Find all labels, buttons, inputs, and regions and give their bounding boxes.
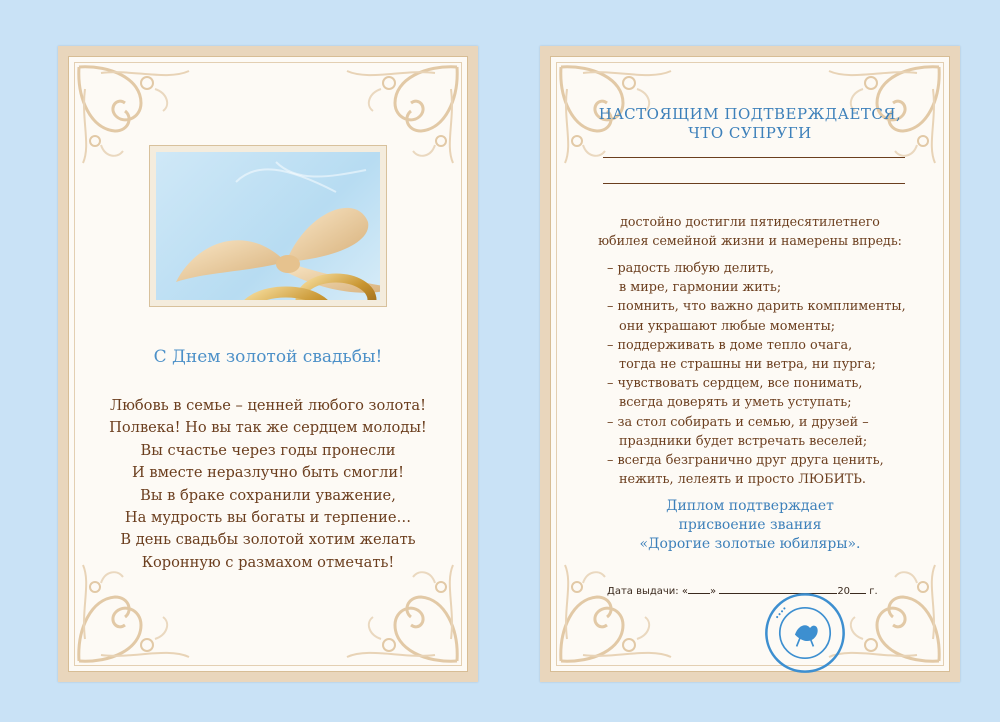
page-frame [550, 56, 950, 672]
poem-line: Вы счастье через годы пронесли [140, 441, 396, 459]
promise-line: – чувствовать сердцем, все понимать, [607, 376, 863, 392]
wedding-rings-picture [149, 145, 387, 307]
corner-ornament [71, 559, 201, 669]
promise-line: в мире, гармонии жить; [619, 280, 782, 296]
promise-line: – всегда безгранично друг друга ценить, [607, 453, 884, 469]
seal-stamp [763, 591, 847, 675]
year-prefix: 20 [837, 586, 851, 597]
promise-line: – помнить, что важно дарить комплименты, [607, 299, 906, 315]
issue-date-label: Дата выдачи: [607, 586, 679, 597]
confirmation-line: «Дорогие золотые юбиляры». [639, 536, 861, 552]
year-suffix: г. [869, 586, 878, 597]
intro-line: достойно достигли пятидесятилетнего [620, 214, 880, 229]
corner-ornament [553, 559, 683, 669]
poem-line: Вы в браке сохранили уважение, [140, 486, 396, 504]
certificate-title [551, 105, 949, 143]
promises-list [607, 259, 929, 489]
spouse-name-line[interactable] [603, 157, 905, 158]
greeting-title: С Днем золотой свадьбы! [153, 347, 383, 367]
promise-line: праздники будет встречать веселей; [619, 433, 868, 449]
promise-line: они украшают любые моменты; [619, 318, 836, 334]
promise-line: тогда не страшны ни ветра, ни пурга; [619, 357, 876, 373]
poem-line: Полвека! Но вы так же сердцем молоды! [109, 419, 427, 437]
certificate-title-line: ЧТО СУПРУГИ [688, 124, 812, 142]
seal-icon [763, 591, 847, 675]
rings-ribbon-illustration [156, 152, 380, 300]
promise-line: – поддерживать в доме тепло очага, [607, 337, 853, 353]
day-field[interactable] [688, 583, 710, 594]
quote-close: » [710, 586, 717, 597]
confirmation-line: присвоение звания [678, 517, 822, 533]
corner-ornament [335, 559, 465, 669]
poem-line: Коронную с размахом отмечать! [141, 553, 395, 571]
quote-open: « [681, 586, 688, 597]
picture-background [156, 152, 380, 300]
poem-line: В день свадьбы золотой хотим желать [120, 531, 416, 549]
certificate-title-line: НАСТОЯЩИМ ПОДТВЕРЖДАЕТСЯ, [598, 105, 902, 123]
confirmation-line: Диплом подтверждает [666, 498, 834, 514]
page-frame [68, 56, 468, 672]
certificate-intro [551, 212, 949, 250]
svg-text:••••: •••• [774, 605, 789, 622]
diploma-confirmation [551, 497, 949, 554]
spouse-name-line[interactable] [603, 183, 905, 184]
promise-line: – за стол собирать и семью, и друзей – [607, 414, 869, 430]
year-field[interactable] [850, 583, 866, 594]
poem-line: Любовь в семье – ценней любого золота! [110, 397, 426, 414]
promise-line: – радость любую делить, [607, 261, 775, 276]
promise-line: нежить, лелеять и просто ЛЮБИТЬ. [619, 472, 866, 488]
promise-line: всегда доверять и уметь уступать; [619, 395, 852, 411]
greeting-card-page [58, 46, 478, 682]
certificate-page [540, 46, 960, 682]
poem-line: И вместе неразлучно быть смогли! [132, 464, 404, 482]
poem-line: На мудрость вы богаты и терпение… [124, 509, 412, 527]
intro-line: юбилея семейной жизни и намерены впредь: [598, 233, 902, 248]
poem [69, 395, 467, 574]
